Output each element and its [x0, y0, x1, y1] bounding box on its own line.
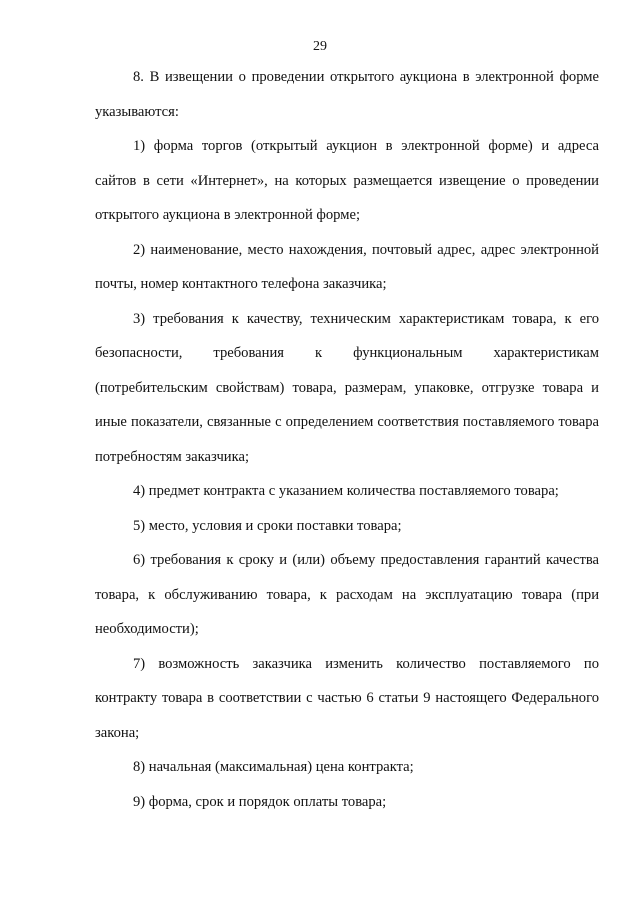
list-item-4: 4) предмет контракта с указанием количества поставляемого товара; [133, 483, 559, 499]
page-number: 29 [313, 39, 327, 54]
list-item-5: 5) место, условия и сроки поставки товара; [133, 517, 402, 534]
list-item-9: 9) форма, срок и порядок оплаты товара; [133, 793, 387, 810]
list-item-6: 6) требования к сроку и (или) объему предоставления гарантий качества товара, к обслуживанию товара, к расходам на эксплуатацию товара (при необходимости); [95, 552, 599, 637]
list-item-3: 3) требования к качеству, техническим характеристикам товара, к его безопасности, требования к функциональным характеристикам (потребительским свойствам) товара, размерам, упаковке, отгрузке товара и иные показатели, связанные с определением соответствия поставляемого товара потребностям заказчика; [95, 310, 599, 465]
paragraph-8-intro: 8. В извещении о проведении открытого аукциона в электронной форме указываются: [95, 69, 599, 120]
list-item-2: 2) наименование, место нахождения, почтовый адрес, адрес электронной почты, номер контактного телефона заказчика; [95, 241, 599, 292]
list-item-8: 8) начальная (максимальная) цена контракта; [133, 759, 414, 775]
list-item-7: 7) возможность заказчика изменить количество поставляемого по контракту товара в соответствии с частью 6 статьи 9 настоящего Федерального закона; [95, 655, 599, 741]
document-body [95, 60, 599, 819]
list-item-1: 1) форма торгов (открытый аукцион в электронной форме) и адреса сайтов в сети «Интернет», на которых размещается извещение о проведении открытого аукциона в электронной форме; [95, 138, 599, 223]
